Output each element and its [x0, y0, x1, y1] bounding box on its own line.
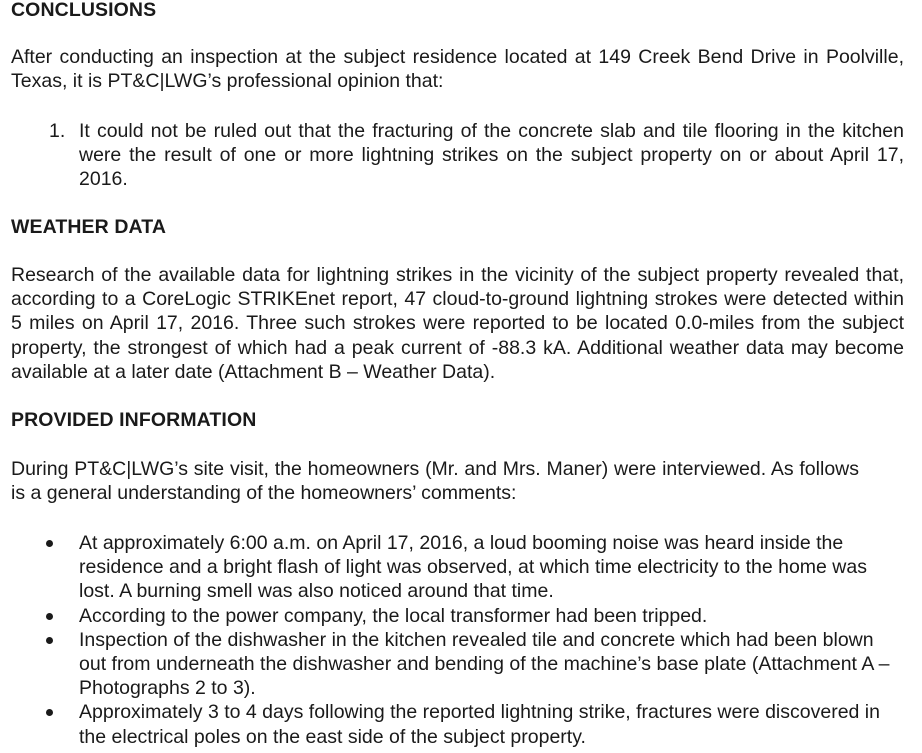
conclusions-heading: CONCLUSIONS	[11, 0, 157, 21]
conclusion-text: It could not be ruled out that the fracturing of the concrete slab and tile flooring in the kitchen were the result of one or more lightning strikes on the subject property on or about April 17, 2016.	[79, 120, 904, 191]
provided-information-intro: During PT&C|LWG’s site visit, the homeowners (Mr. and Mrs. Maner) were interviewed. As follows is a general understanding of the homeowners’ comments:	[11, 458, 859, 505]
bullet-icon	[46, 613, 53, 620]
conclusion-number: 1.	[49, 120, 66, 142]
list-item	[11, 604, 904, 628]
list-item	[11, 531, 904, 604]
homeowner-comments-list	[11, 531, 904, 749]
weather-data-paragraph: Research of the available data for lightning strikes in the vicinity of the subject property revealed that, according to a CoreLogic STRIKEnet report, 47 cloud-to-ground lightning strokes were detected within 5 miles on April 17, 2016. Three such strokes were reported to be located 0.0-miles from the subject property, the strongest of which had a peak current of -88.3 kA. Additional weather data may become available at a later date (Attachment B – Weather Data).	[11, 264, 904, 383]
weather-data-heading: WEATHER DATA	[11, 216, 167, 238]
conclusion-item	[11, 119, 904, 192]
list-item-text: Inspection of the dishwasher in the kitchen revealed tile and concrete which had been blown out from underneath the dishwasher and bending of the machine’s base plate (Attachment A – Photographs 2 to 3).	[79, 628, 890, 700]
list-item-text: Approximately 3 to 4 days following the reported lightning strike, fractures were discovered in the electrical poles on the east side of the subject property.	[79, 701, 880, 748]
list-item-text: At approximately 6:00 a.m. on April 17, 2016, a loud booming noise was heard inside the residence and a bright flash of light was observed, at which time electricity to the home was lost. A burning smell was also noticed around that time.	[79, 532, 867, 603]
list-item	[11, 700, 904, 748]
provided-information-heading: PROVIDED INFORMATION	[11, 409, 257, 431]
conclusions-intro: After conducting an inspection at the subject residence located at 149 Creek Bend Drive in Poolville, Texas, it is PT&C|LWG’s professional opinion that:	[11, 46, 904, 93]
bullet-icon	[46, 540, 53, 547]
bullet-icon	[46, 709, 53, 716]
list-item-text: According to the power company, the local transformer had been tripped.	[79, 604, 708, 627]
conclusions-list	[11, 119, 904, 192]
list-item	[11, 628, 904, 701]
bullet-icon	[46, 637, 53, 644]
